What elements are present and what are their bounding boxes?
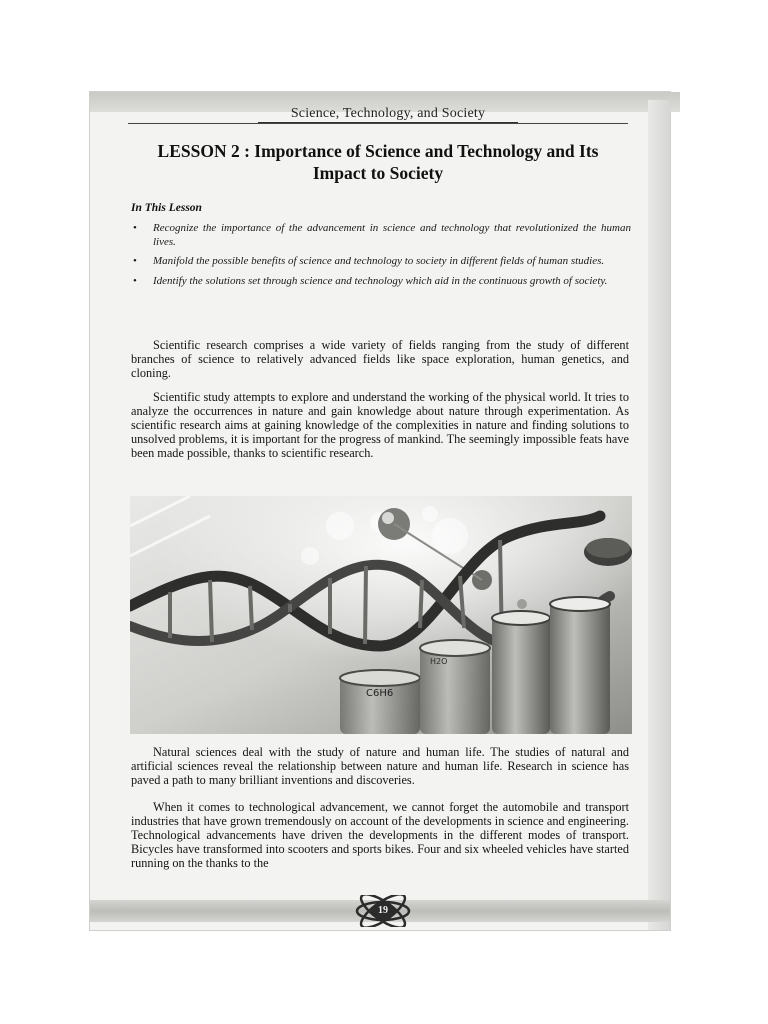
bullet-icon: • [133, 274, 137, 287]
header-rule [128, 123, 628, 124]
objectives-list [131, 222, 631, 294]
lesson-title-line-1: LESSON 2 : Importance of Science and Technology and Its [157, 141, 599, 161]
objective-item [131, 255, 631, 269]
objective-text: Identify the solutions set through science and technology which aid in the continuous growth of society. [153, 274, 608, 287]
lesson-title [128, 140, 628, 184]
beaker-formula-label: C6H6 [366, 688, 394, 699]
lesson-title-line-2: Impact to Society [312, 163, 444, 183]
paragraph-4: When it comes to technological advancement, we cannot forget the automobile and transport industries that have grown tremendously on account of the developments in science and engineering. Technological advancements have driven the developments in the different modes of transport. Bicycles have transformed into scooters and sports bikes. Four and six wheeled vehicles have started running on the thanks to the [131, 800, 629, 870]
bullet-icon: • [133, 255, 137, 267]
objective-text: Manifold the possible benefits of science and technology to society in different fields of human studies. [153, 255, 605, 267]
objective-item [131, 275, 631, 289]
beaker-formula-label-2: H2O [430, 657, 448, 666]
paragraph-2: Scientific study attempts to explore and understand the working of the physical world. It tries to analyze the occurrences in nature and gain knowledge about nature through experimentation. As scientific research aims at gaining knowledge of the complexities in nature and finding solutions to unsolved problems, it is important for the progress of mankind. The seemingly impossible feats have been made possible, thanks to scientific research. [131, 390, 629, 460]
dna-lab-photo [130, 496, 632, 734]
objective-text: Recognize the importance of the advancement in science and technology that revolutionized the human lives. [153, 222, 631, 248]
bullet-icon: • [133, 222, 137, 234]
paragraph-3: Natural sciences deal with the study of nature and human life. The studies of natural and artificial sciences reveal the relationship between nature and human life. Research in science has paved a path to many brilliant inventions and discoveries. [131, 745, 629, 787]
objective-item [131, 222, 631, 249]
in-this-lesson-heading: In This Lesson [131, 202, 202, 214]
paragraph-1: Scientific research comprises a wide variety of fields ranging from the study of different branches of science to relatively advanced fields like space exploration, human genetics, and cloning. [131, 338, 629, 380]
running-header: Science, Technology, and Society [258, 106, 518, 123]
page-number: 19 [371, 902, 395, 920]
page-edge [648, 100, 670, 930]
